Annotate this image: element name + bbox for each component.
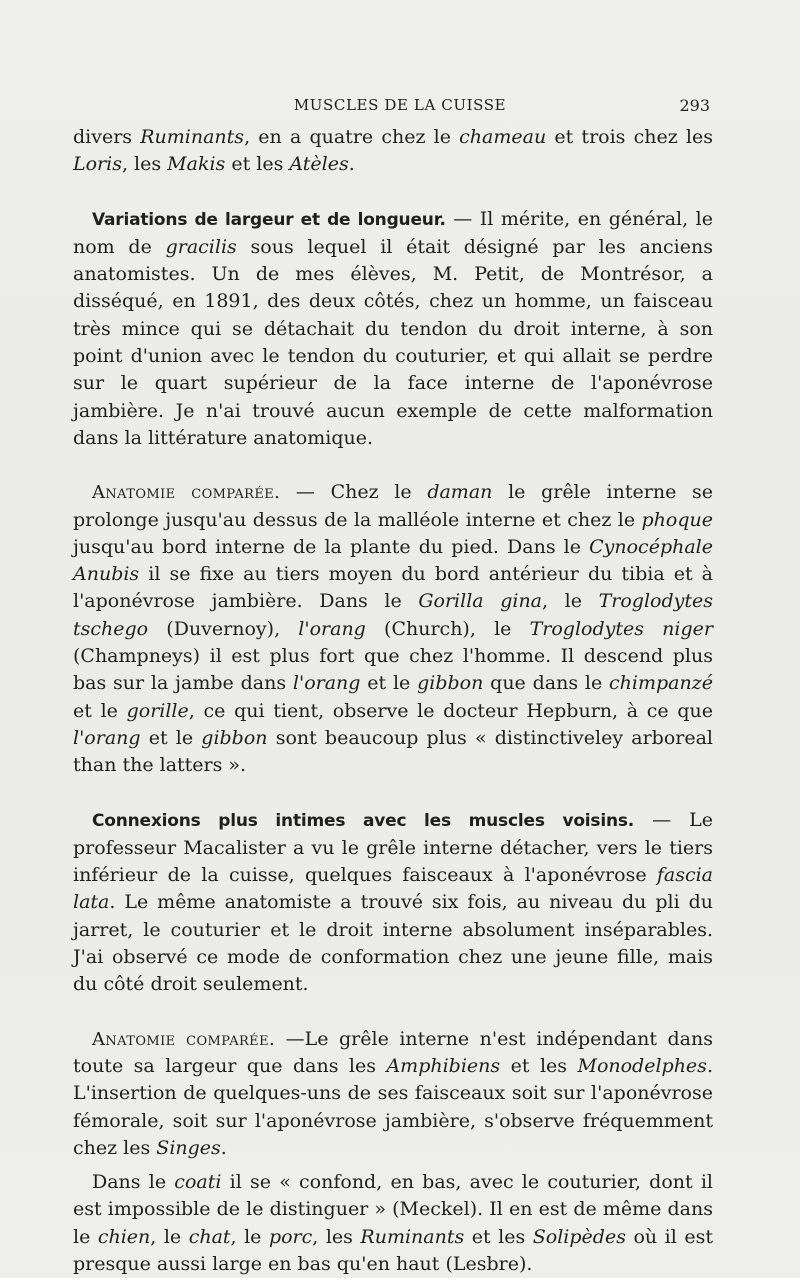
paragraph-variations: Variations de largeur et de longueur. — Il mérite, en général, le nom de gracilis sous lequel il était désigné par les anciens anatomistes. Un de mes élèves, M. Petit, de Montrésor, a disséqué, en 1891, des deux côtés, chez un homme, un faisceau très mince qui se détachait du tendon du droit interne, à son point d'union avec le tendon du couturier, et qui allait se perdre sur le quart supérieur de la face interne de l'aponévrose jambière. Je n'ai trouvé aucun exemple de cette malformation dans la littérature anatomique. [73,207,714,449]
page-number: 293 [679,96,710,115]
paragraph-anatomie-comparee-2: Anatomie comparée. —Le grêle interne n'est indépendant dans toute sa largeur que dans les Amphibiens et les Monodelphes. L'insertion de quelques-uns de ses faisceaux soit sur l'aponévrose fémorale, soit sur l'aponévrose jambière, s'observe fréquemment chez les Singes. [73,1027,713,1159]
paragraph-connexions: Connexions plus intimes avec les muscles voisins. — Le professeur Macalister a vu le grêle interne détacher, vers le tiers inférieur de la cuisse, quelques faisceaux à l'aponévrose fascia lata. Le même anatomiste a trouvé six fois, au niveau du pli du jarret, le couturier et le droit interne absolument inséparables. J'ai observé ce mode de conformation chez une jeune fille, mais du côté droit seulement. [73,808,713,996]
section-heading-connexions: Connexions plus intimes avec les muscles voisins. [92,810,635,831]
page-header [0,96,800,120]
paragraph-anatomie-comparee-1: Anatomie comparée. — Chez le daman le grêle interne se prolonge jusqu'au dessus de la malléole interne et chez le phoque jusqu'au bord interne de la plante du pied. Dans le Cynocéphale Anubis il se fixe au tiers moyen du bord antérieur du tibia et à l'aponévrose jambière. Dans le Gorilla gina, le Troglodytes tschego (Duvernoy), l'orang (Church), le Troglodytes niger (Champneys) il est plus fort que chez l'homme. Il descend plus bas sur la jambe dans l'orang et le gibbon que dans le chimpanzé et le gorille, ce qui tient, observe le docteur Hepburn, à ce que l'orang et le gibbon sont beaucoup plus « distinctiveley arboreal than the latters ». [73,481,713,777]
section-heading-variations: Variations de largeur et de longueur. [92,209,446,230]
paragraph-ruminants-continued: divers Ruminants, en a quatre chez le chameau et trois chez les Loris, les Makis et les Atèles. [73,126,713,176]
subsection-label-anatomie-comparee: Anatomie comparée. [92,1028,276,1050]
running-title: MUSCLES DE LA CUISSE [293,96,507,114]
paragraph-coati: Dans le coati il se « confond, en bas, avec le couturier, dont il est impossible de le distinguer » (Meckel). Il en est de même dans le chien, le chat, le porc, les Ruminants et les Solipèdes où il est presque aussi large en bas qu'en haut (Lesbre). [73,1171,714,1275]
subsection-label-anatomie-comparee: Anatomie comparée. [92,482,281,504]
body-text [73,124,713,1278]
